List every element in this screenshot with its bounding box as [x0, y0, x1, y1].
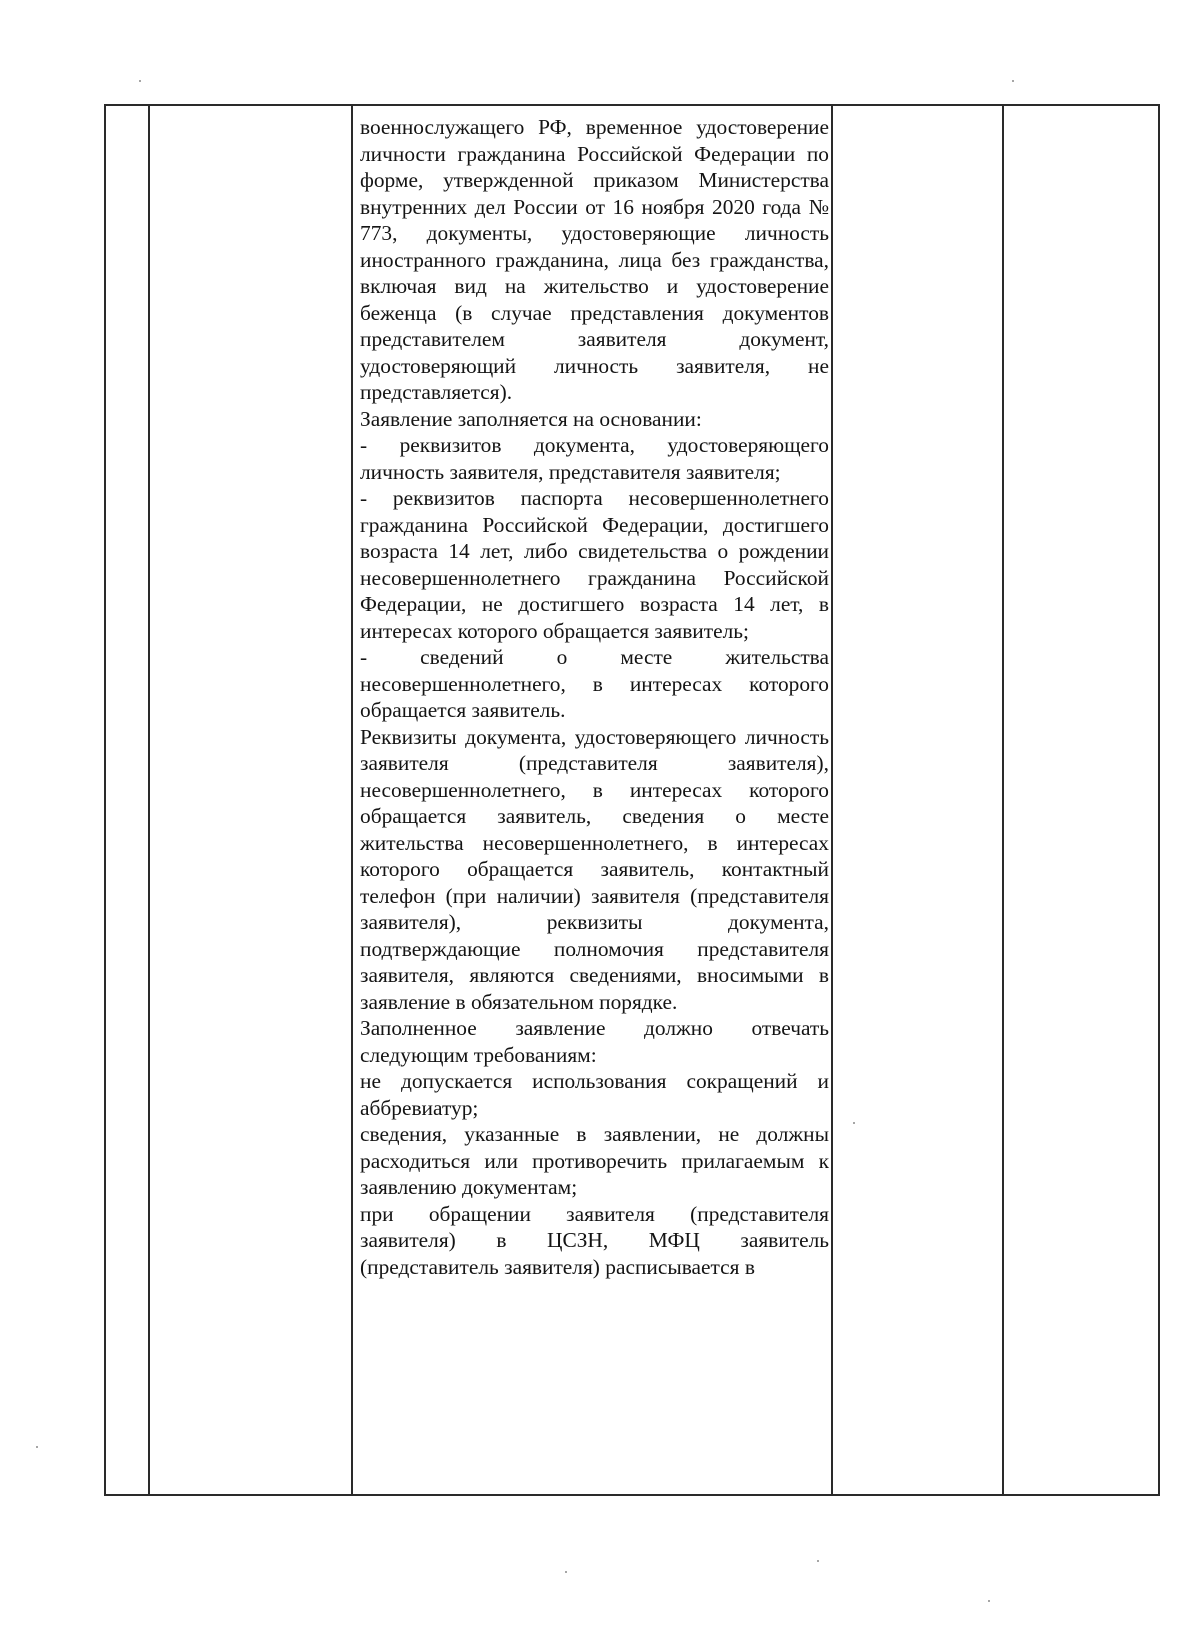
table-cell-column-3 [360, 114, 829, 1280]
table-column-divider-1 [148, 106, 150, 1494]
scan-speck [853, 1122, 855, 1124]
scan-speck [36, 1446, 38, 1448]
cell-paragraph: - реквизитов паспорта несовершеннолетнего гражданина Российской Федерации, достигшего возраста 14 лет, либо свидетельства о рождении несовершеннолетнего гражданина Российской Федерации, не достигшего возраста 14 лет, в интересах которого обращается заявитель; [360, 486, 829, 643]
scan-speck [565, 1571, 567, 1573]
cell-paragraph: военнослужащего РФ, временное удостоверение личности гражданина Российской Федерации по форме, утвержденной приказом Министерства внутренних дел России от 16 ноября 2020 года № 773, документы, удостоверяющие личность иностранного гражданина, лица без гражданства, включая вид на жительство и удостоверение беженца (в случае представления документов представителем заявителя документ, удостоверяющий личность заявителя, не представляется). [360, 115, 829, 404]
cell-paragraph: Реквизиты документа, удостоверяющего личность заявителя (представителя заявителя), несовершеннолетнего, в интересах которого обращается заявитель, сведения о месте жительства несовершеннолетнего, в интересах которого обращается заявитель, контактный телефон (при наличии) заявителя (представителя заявителя), реквизиты документа, подтверждающие полномочия представителя заявителя, являются сведениями, вносимыми в заявление в обязательном порядке. [360, 724, 829, 1014]
cell-paragraph: сведения, указанные в заявлении, не должны расходиться или противоречить прилагаемым к заявлению документам; [360, 1122, 829, 1199]
table-column-divider-2 [351, 106, 353, 1494]
scan-speck [988, 1600, 990, 1602]
cell-paragraph: - сведений о месте жительства несовершеннолетнего, в интересах которого обращается заявитель. [360, 645, 829, 722]
table-column-divider-3 [831, 106, 833, 1494]
cell-paragraph: не допускается использования сокращений и аббревиатур; [360, 1069, 829, 1120]
cell-paragraph: Заполненное заявление должно отвечать следующим требованиям: [360, 1016, 829, 1067]
scan-speck [817, 1560, 819, 1562]
cell-paragraph: - реквизитов документа, удостоверяющего личность заявителя, представителя заявителя; [360, 433, 829, 484]
cell-paragraph: при обращении заявителя (представителя заявителя) в ЦСЗН, МФЦ заявитель (представитель заявителя) расписывается в [360, 1201, 829, 1279]
document-table [104, 104, 1160, 1496]
cell-paragraph: Заявление заполняется на основании: [360, 406, 702, 431]
table-column-divider-4 [1002, 106, 1004, 1494]
scan-speck [1012, 80, 1014, 82]
scan-speck [139, 80, 141, 82]
